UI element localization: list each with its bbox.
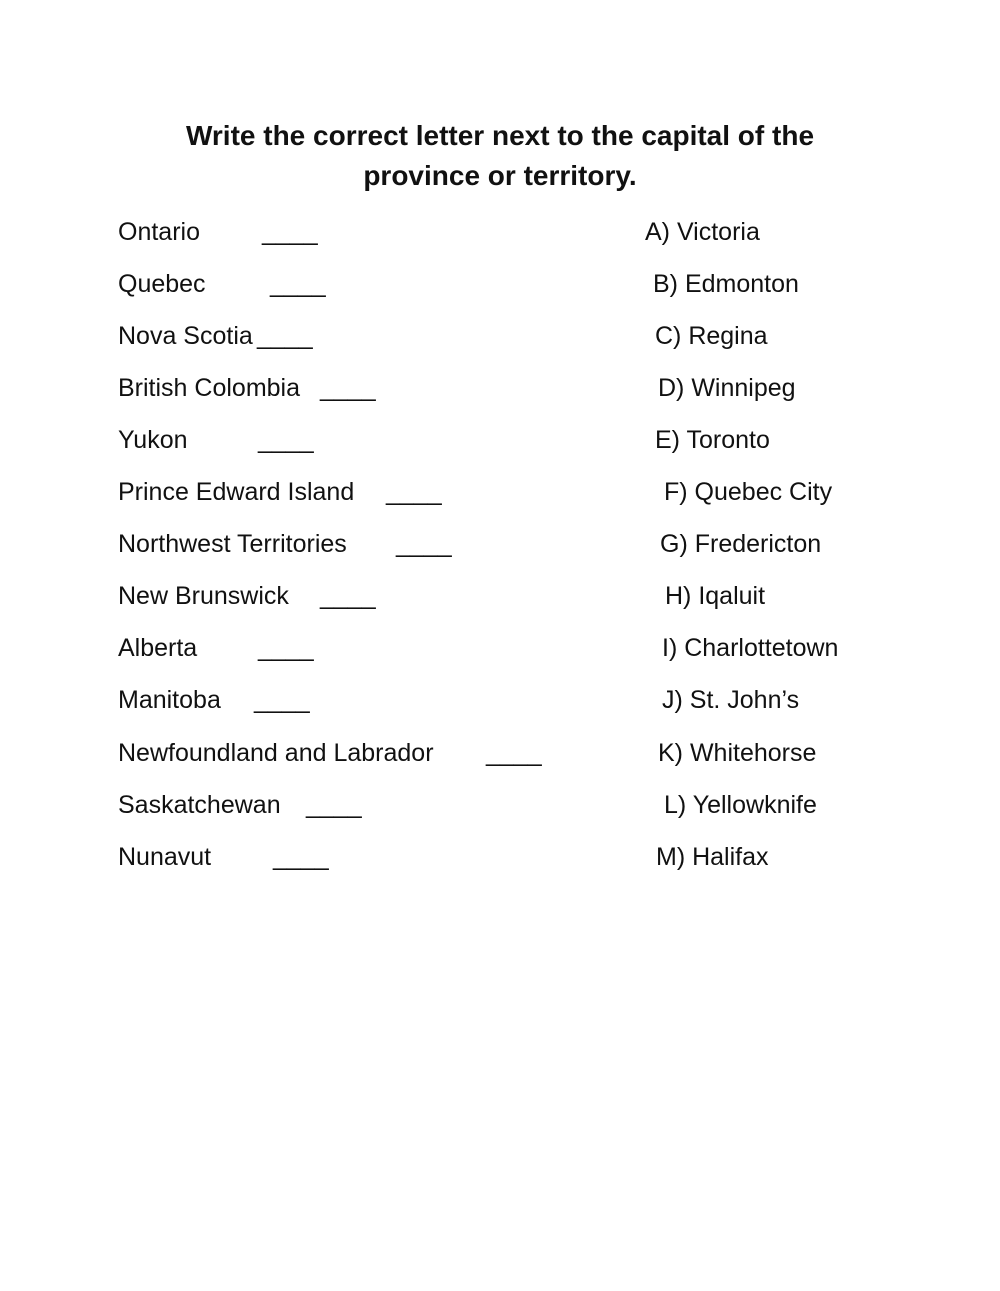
match-row (0, 472, 1000, 512)
province-name: Quebec (118, 270, 206, 298)
answer-blank[interactable]: ____ (262, 218, 318, 246)
answer-blank[interactable]: ____ (486, 739, 542, 767)
province-name: Nunavut (118, 843, 212, 871)
capital-option: G) Fredericton (660, 530, 822, 558)
title-line-1: Write the correct letter next to the capital of the (185, 120, 815, 151)
capital-option: K) Whitehorse (658, 739, 817, 767)
answer-blank[interactable]: ____ (396, 530, 452, 558)
province-name: Ontario (118, 218, 200, 246)
match-row (0, 264, 1000, 304)
match-row (0, 680, 1000, 720)
capital-option: M) Halifax (656, 843, 769, 871)
match-row (0, 316, 1000, 356)
capital-option: H) Iqaluit (665, 582, 766, 610)
match-row (0, 368, 1000, 408)
capital-option: L) Yellowknife (664, 791, 817, 819)
capital-option: A) Victoria (645, 218, 760, 246)
capital-option: C) Regina (655, 322, 768, 350)
match-row (0, 524, 1000, 564)
worksheet-title (0, 116, 1000, 196)
match-row (0, 837, 1000, 877)
answer-blank[interactable]: ____ (258, 634, 314, 662)
answer-blank[interactable]: ____ (306, 791, 362, 819)
match-row (0, 212, 1000, 252)
province-name: Prince Edward Island (118, 478, 355, 506)
capital-option: B) Edmonton (653, 270, 799, 298)
match-row (0, 420, 1000, 460)
answer-blank[interactable]: ____ (273, 843, 329, 871)
capital-option: E) Toronto (655, 426, 770, 454)
province-name: Saskatchewan (118, 791, 281, 819)
capital-option: F) Quebec City (664, 478, 833, 506)
answer-blank[interactable]: ____ (258, 426, 314, 454)
answer-blank[interactable]: ____ (270, 270, 326, 298)
province-name: Yukon (118, 426, 188, 454)
province-name: Manitoba (118, 686, 221, 714)
match-row (0, 576, 1000, 616)
match-row (0, 628, 1000, 668)
answer-blank[interactable]: ____ (320, 582, 376, 610)
title-line-2: province or territory. (363, 160, 637, 191)
answer-blank[interactable]: ____ (257, 322, 313, 350)
capital-option: I) Charlottetown (662, 634, 839, 662)
match-row (0, 785, 1000, 825)
province-name: New Brunswick (118, 582, 289, 610)
capital-option: J) St. John’s (662, 686, 800, 714)
province-name: Newfoundland and Labrador (118, 739, 434, 767)
capital-option: D) Winnipeg (658, 374, 796, 402)
province-name: British Colombia (118, 374, 301, 402)
province-name: Alberta (118, 634, 198, 662)
answer-blank[interactable]: ____ (254, 686, 310, 714)
province-name: Nova Scotia (118, 322, 253, 350)
match-row (0, 733, 1000, 773)
answer-blank[interactable]: ____ (320, 374, 376, 402)
answer-blank[interactable]: ____ (386, 478, 442, 506)
province-name: Northwest Territories (118, 530, 347, 558)
